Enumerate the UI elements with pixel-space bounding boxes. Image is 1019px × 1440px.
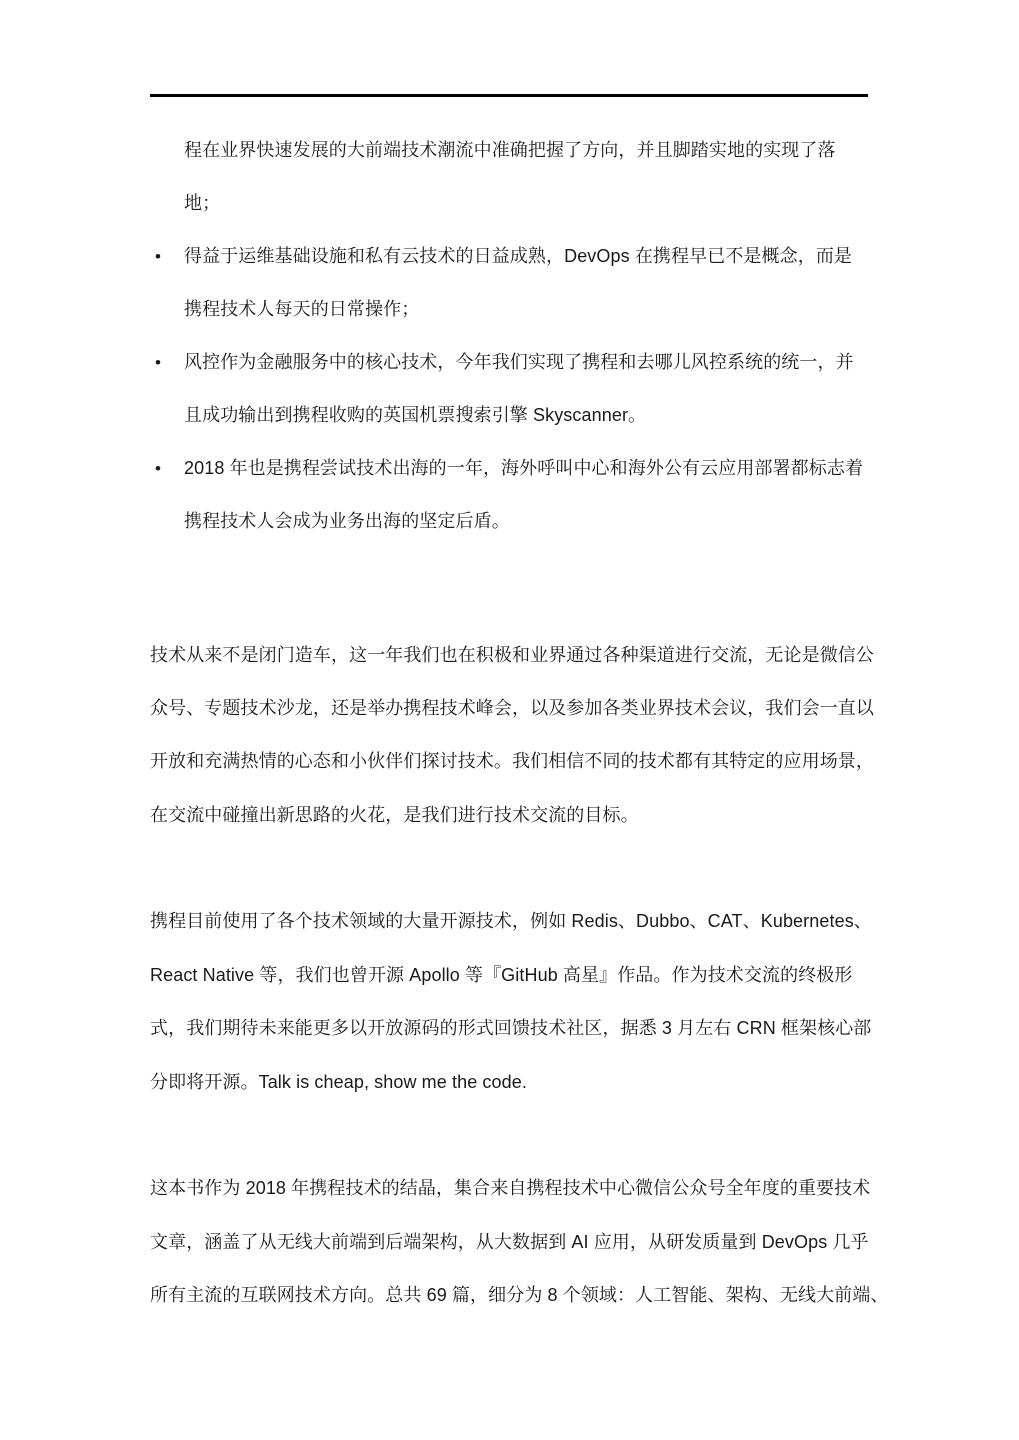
paragraph [150,895,890,1109]
paragraph-line: 文章，涵盖了从无线大前端到后端架构，从大数据到 AI 应用，从研发质量到 DevOps 几乎 [150,1231,869,1252]
page-content [150,0,890,1323]
paragraph-line: 携程目前使用了各个技术领域的大量开源技术，例如 Redis、Dubbo、CAT、Kubernetes、 [150,911,872,932]
bullet-icon: • [155,246,162,266]
paragraph-line: 分即将开源。Talk is cheap, show me the code. [150,1071,527,1092]
list-item-text: 风控作为金融服务中的核心技术，今年我们实现了携程和去哪儿风控系统的统一，并 [184,351,854,372]
paragraph-line: 所有主流的互联网技术方向。总共 69 篇，细分为 8 个领域：人工智能、架构、无线大前端、 [150,1285,889,1306]
list-item-text: 携程技术人每天的日常操作； [184,298,420,319]
list-item-text: 2018 年也是携程尝试技术出海的一年，海外呼叫中心和海外公有云应用部署都标志着 [184,457,864,478]
list-item-text: 得益于运维基础设施和私有云技术的日益成熟，DevOps 在携程早已不是概念，而是 [184,245,853,266]
paragraph-line: 式，我们期待未来能更多以开放源码的形式回馈技术社区，据悉 3 月左右 CRN 框架核心部 [150,1018,872,1039]
list-item [150,230,890,283]
list-item [150,442,890,495]
list-item-text: 携程技术人会成为业务出海的坚定后盾。 [184,510,510,531]
paragraph-line: 这本书作为 2018 年携程技术的结晶，集合来自携程技术中心微信公众号全年度的重要技术 [150,1178,871,1199]
bullet-list [150,124,890,548]
list-item [150,336,890,389]
paragraph [150,629,890,843]
bullet-icon: • [155,458,162,478]
paragraph-line: 众号、专题技术沙龙，还是举办携程技术峰会，以及参加各类业界技术会议，我们会一直以 [150,697,874,718]
list-item-continuation-line: 程在业界快速发展的大前端技术潮流中准确把握了方向，并且脚踏实地的实现了落 [184,139,836,160]
paragraph [150,1162,890,1322]
paragraph-line: React Native 等，我们也曾开源 Apollo 等『GitHub 高星』作品。作为技术交流的终极形 [150,964,853,985]
paragraph-line: 技术从来不是闭门造车，这一年我们也在积极和业界通过各种渠道进行交流，无论是微信公 [150,644,874,665]
list-item-continuation-line: 地； [184,192,221,213]
bullet-icon: • [155,352,162,372]
paragraph-line: 开放和充满热情的心态和小伙伴们探讨技术。我们相信不同的技术都有其特定的应用场景， [150,751,874,772]
list-item-text: 且成功输出到携程收购的英国机票搜索引擎 Skyscanner。 [184,404,647,425]
paragraph-line: 在交流中碰撞出新思路的火花，是我们进行技术交流的目标。 [150,804,639,825]
